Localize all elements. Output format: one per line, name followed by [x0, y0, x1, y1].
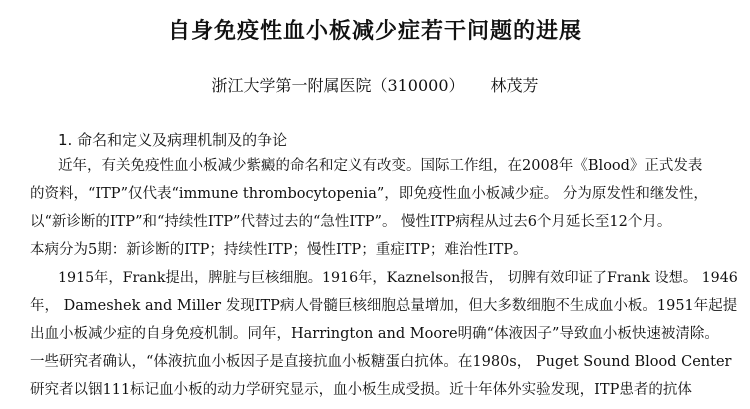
body-line: 本病分为5期：新诊断的ITP；持续性ITP；慢性ITP；重症ITP；难治性ITP。 — [30, 242, 528, 258]
body-line: 年， Dameshek and Miller 发现ITP病人骨髓巨核细胞总量增加，但大多数细胞不生成血小板。1951年起提 — [30, 298, 738, 314]
body-line: 以“新诊断的ITP”和“持续性ITP”代替过去的“急性ITP”。 慢性ITP病程从过去6个月延长至12个月。 — [30, 214, 672, 230]
byline — [0, 73, 750, 96]
body-line: 一些研究者确认，“体液抗血小板因子是直接抗血小板糖蛋白抗体。在1980s， Puget Sound Blood Center — [30, 354, 732, 370]
body-line: 1915年，Frank提出，脾脏与巨核细胞。1916年，Kaznelson报告， 切脾有效印证了Frank 设想。 1946 — [58, 270, 738, 286]
body-line: 近年，有关免疫性血小板减少紫癜的命名和定义有改变。国际工作组，在2008年《Blood》正式发表 — [58, 158, 703, 174]
body-line: 出血小板减少症的自身免疫机制。同年，Harrington and Moore明确“体液因子”导致血小板快速被清除。 — [30, 326, 719, 342]
author-name: 林茂芳 — [490, 76, 539, 95]
section-heading: 1. 命名和定义及病理机制及的争论 — [58, 131, 288, 149]
paper-title: 自身免疫性血小板减少症若干问题的进展 — [167, 19, 582, 44]
body-line: 研究者以铟111标记血小板的动力学研究显示，血小板生成受损。近十年体外实验发现，ITP患者的抗体 — [30, 382, 692, 398]
affiliation: 浙江大学第一附属医院（310000） — [211, 76, 465, 95]
body-line: 的资料，“ITP”仅代表“immune thrombocytopenia”，即免疫性血小板减少症。 分为原发性和继发性， — [30, 186, 708, 202]
